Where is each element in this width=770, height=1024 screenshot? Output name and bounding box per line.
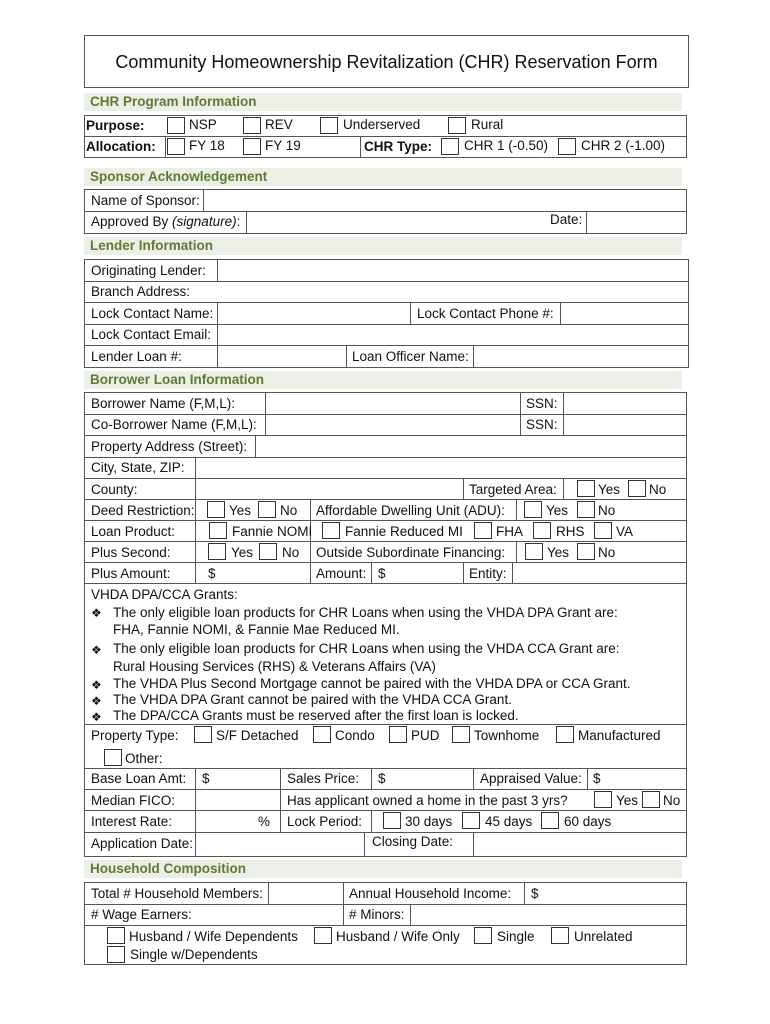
divider bbox=[343, 882, 344, 925]
loan-product-label: Loan Product: bbox=[91, 524, 176, 539]
lock-contact-name-label: Lock Contact Name: bbox=[91, 306, 214, 321]
sales-price-label: Sales Price: bbox=[287, 771, 360, 786]
adu-no-label: No bbox=[598, 503, 616, 518]
townhome-label: Townhome bbox=[474, 728, 540, 743]
divider bbox=[563, 478, 564, 499]
grant-note: The DPA/CCA Grants must be reserved after the first loan is locked. bbox=[113, 708, 519, 723]
rhs-checkbox[interactable] bbox=[533, 522, 551, 539]
divider bbox=[195, 457, 196, 478]
va-checkbox[interactable] bbox=[594, 522, 612, 539]
plus-second-yes-checkbox[interactable] bbox=[208, 543, 226, 560]
purpose-nsp-label: NSP bbox=[189, 117, 217, 132]
divider bbox=[84, 925, 687, 926]
owned-no-checkbox[interactable] bbox=[642, 791, 660, 808]
divider bbox=[560, 302, 561, 324]
deed-yes-label: Yes bbox=[229, 503, 252, 518]
pud-label: PUD bbox=[411, 728, 440, 743]
lock-contact-phone-label: Lock Contact Phone #: bbox=[417, 306, 554, 321]
divider bbox=[371, 562, 372, 583]
divider bbox=[84, 789, 687, 790]
fannie-reduced-mi-label: Fannie Reduced MI bbox=[345, 524, 463, 539]
sf-detached-checkbox[interactable] bbox=[194, 726, 212, 743]
single-dependents-checkbox[interactable] bbox=[107, 946, 125, 963]
divider bbox=[84, 324, 689, 325]
divider bbox=[84, 768, 687, 769]
divider bbox=[195, 768, 196, 857]
divider bbox=[84, 302, 689, 303]
divider bbox=[217, 345, 218, 368]
grants-title: VHDA DPA/CCA Grants: bbox=[91, 587, 238, 602]
wage-earners-label: # Wage Earners: bbox=[91, 907, 192, 922]
chr2-checkbox[interactable] bbox=[558, 138, 576, 155]
divider bbox=[84, 136, 687, 137]
purpose-rural-label: Rural bbox=[471, 117, 504, 132]
plus-second-no-checkbox[interactable] bbox=[259, 543, 277, 560]
divider bbox=[84, 281, 689, 282]
divider bbox=[473, 345, 474, 368]
divider bbox=[84, 457, 687, 458]
divider bbox=[84, 562, 687, 563]
grant-note: Rural Housing Services (RHS) & Veterans Affairs (VA) bbox=[113, 659, 436, 674]
grant-note: FHA, Fannie NOMI, & Fannie Mae Reduced MI. bbox=[113, 622, 400, 637]
husband-wife-only-label: Husband / Wife Only bbox=[336, 929, 460, 944]
date-field[interactable] bbox=[589, 213, 684, 232]
divider bbox=[84, 583, 687, 584]
divider bbox=[280, 768, 281, 832]
outside-sub-no-checkbox[interactable] bbox=[577, 543, 595, 560]
divider bbox=[165, 136, 166, 158]
outside-sub-no-label: No bbox=[598, 545, 616, 560]
divider bbox=[195, 478, 196, 499]
adu-no-checkbox[interactable] bbox=[577, 501, 595, 518]
interest-rate-label: Interest Rate: bbox=[91, 814, 173, 829]
fha-checkbox[interactable] bbox=[474, 522, 492, 539]
lender-loan-no-label: Lender Loan #: bbox=[91, 349, 182, 364]
section-title: Household Composition bbox=[90, 861, 246, 876]
adu-label: Affordable Dwelling Unit (ADU): bbox=[316, 503, 505, 518]
appraised-value-label: Appraised Value: bbox=[480, 771, 582, 786]
condo-label: Condo bbox=[335, 728, 375, 743]
chr-type-label: CHR Type: bbox=[364, 139, 433, 154]
borrower-name-label: Borrower Name (F,M,L): bbox=[91, 396, 236, 411]
divider bbox=[586, 211, 587, 234]
lock-period-label: Lock Period: bbox=[287, 814, 363, 829]
owned-yes-label: Yes bbox=[616, 793, 639, 808]
manufactured-label: Manufactured bbox=[578, 728, 661, 743]
lock-contact-email-label: Lock Contact Email: bbox=[91, 327, 212, 342]
lock-45-label: 45 days bbox=[485, 814, 533, 829]
county-label: County: bbox=[91, 482, 138, 497]
bullet-icon: ❖ bbox=[91, 710, 102, 724]
purpose-underserved-label: Underserved bbox=[343, 117, 421, 132]
amount-dollar: $ bbox=[378, 566, 386, 581]
sponsor-name-field[interactable] bbox=[206, 191, 684, 210]
section-title: Borrower Loan Information bbox=[90, 372, 265, 387]
divider bbox=[587, 768, 588, 789]
owned-no-label: No bbox=[663, 793, 681, 808]
fannie-nomi-checkbox[interactable] bbox=[209, 522, 227, 539]
deed-no-checkbox[interactable] bbox=[258, 501, 276, 518]
income-dollar: $ bbox=[531, 886, 539, 901]
form-title-box bbox=[84, 35, 689, 88]
grant-note: The only eligible loan products for CHR Loans when using the VHDA DPA Grant are: bbox=[113, 605, 618, 620]
approved-by-label bbox=[91, 214, 240, 229]
form-title: Community Homeownership Revitalization (CHR) Reservation Form bbox=[115, 52, 658, 72]
lender-loan-no-field[interactable] bbox=[220, 347, 344, 366]
divider bbox=[246, 211, 247, 234]
allocation-label: Allocation: bbox=[86, 139, 156, 154]
branch-address-label: Branch Address: bbox=[91, 284, 191, 299]
fannie-nomi-label: Fannie NOMI bbox=[232, 524, 313, 539]
divider bbox=[410, 904, 411, 925]
section-borrower-header bbox=[84, 371, 682, 389]
other-label: Other: bbox=[125, 751, 163, 766]
divider bbox=[84, 414, 687, 415]
percent-sign: % bbox=[258, 814, 271, 829]
section-title: Sponsor Acknowledgement bbox=[90, 169, 268, 184]
targeted-no-checkbox[interactable] bbox=[628, 480, 646, 497]
section-sponsor-header bbox=[84, 168, 682, 186]
manufactured-checkbox[interactable] bbox=[556, 726, 574, 743]
grant-note: The only eligible loan products for CHR Loans when using the VHDA CCA Grant are: bbox=[113, 641, 620, 656]
divider bbox=[84, 810, 687, 811]
outside-sub-yes-checkbox[interactable] bbox=[525, 543, 543, 560]
purpose-rev-checkbox[interactable] bbox=[243, 117, 261, 134]
purpose-rev-label: REV bbox=[265, 117, 293, 132]
divider bbox=[84, 211, 687, 212]
grant-note: The VHDA DPA Grant cannot be paired with the VHDA CCA Grant. bbox=[113, 692, 512, 707]
bullet-icon: ❖ bbox=[91, 678, 102, 692]
sf-detached-label: S/F Detached bbox=[216, 728, 299, 743]
application-date-label: Application Date: bbox=[91, 836, 194, 851]
divider bbox=[516, 499, 517, 520]
section-lender-header bbox=[84, 237, 682, 255]
amount-label: Amount: bbox=[316, 566, 367, 581]
targeted-no-label: No bbox=[649, 482, 667, 497]
husband-wife-dependents-label: Husband / Wife Dependents bbox=[129, 929, 298, 944]
husband-wife-dependents-checkbox[interactable] bbox=[107, 927, 125, 944]
pud-checkbox[interactable] bbox=[389, 726, 407, 743]
divider bbox=[364, 832, 365, 857]
purpose-label: Purpose: bbox=[86, 118, 145, 133]
divider bbox=[217, 324, 218, 346]
rhs-label: RHS bbox=[556, 524, 585, 539]
unrelated-label: Unrelated bbox=[574, 929, 633, 944]
bullet-icon: ❖ bbox=[91, 694, 102, 708]
date-label: Date: bbox=[550, 212, 583, 227]
adu-yes-label: Yes bbox=[546, 503, 569, 518]
plus-amount-dollar: $ bbox=[208, 566, 216, 581]
property-street-label: Property Address (Street): bbox=[91, 439, 248, 454]
divider bbox=[520, 392, 521, 435]
allocation-fy19-label: FY 19 bbox=[265, 138, 301, 153]
ssn-label: SSN: bbox=[526, 396, 558, 411]
divider bbox=[217, 259, 218, 281]
grant-note: The VHDA Plus Second Mortgage cannot be paired with the VHDA DPA or CCA Grant. bbox=[113, 676, 631, 691]
city-state-zip-label: City, State, ZIP: bbox=[91, 460, 185, 475]
ssn2-label: SSN: bbox=[526, 417, 558, 432]
colon: : bbox=[236, 214, 241, 229]
lock-30-checkbox[interactable] bbox=[383, 812, 401, 829]
divider bbox=[195, 499, 196, 583]
divider bbox=[203, 189, 204, 212]
household-income-label: Annual Household Income: bbox=[349, 886, 512, 901]
plus-amount-label: Plus Amount: bbox=[91, 566, 171, 581]
targeted-yes-checkbox[interactable] bbox=[577, 480, 595, 497]
allocation-fy19-checkbox[interactable] bbox=[243, 138, 261, 155]
lock-30-label: 30 days bbox=[405, 814, 453, 829]
divider bbox=[84, 435, 687, 436]
divider bbox=[512, 562, 513, 583]
lock-contact-name-field[interactable] bbox=[220, 304, 408, 323]
targeted-area-label: Targeted Area: bbox=[469, 482, 557, 497]
section-program-header bbox=[84, 93, 682, 111]
originating-lender-label: Originating Lender: bbox=[91, 263, 206, 278]
divider bbox=[84, 345, 689, 346]
originating-lender-field[interactable] bbox=[220, 261, 686, 280]
purpose-underserved-checkbox[interactable] bbox=[320, 117, 338, 134]
property-type-label: Property Type: bbox=[91, 728, 179, 743]
loan-officer-field[interactable] bbox=[476, 347, 686, 366]
outside-sub-yes-label: Yes bbox=[547, 545, 570, 560]
divider bbox=[84, 499, 687, 500]
divider bbox=[563, 392, 564, 435]
divider bbox=[371, 810, 372, 832]
base-loan-dollar: $ bbox=[202, 771, 210, 786]
divider bbox=[84, 832, 687, 833]
va-label: VA bbox=[616, 524, 634, 539]
purpose-nsp-checkbox[interactable] bbox=[167, 117, 185, 134]
targeted-yes-label: Yes bbox=[598, 482, 621, 497]
condo-checkbox[interactable] bbox=[313, 726, 331, 743]
signature-field[interactable] bbox=[249, 213, 539, 232]
lock-60-checkbox[interactable] bbox=[541, 812, 559, 829]
deed-restriction-label: Deed Restriction: bbox=[91, 503, 195, 518]
divider bbox=[84, 478, 687, 479]
outside-sub-label: Outside Subordinate Financing: bbox=[316, 545, 506, 560]
divider bbox=[346, 345, 347, 368]
chr2-label: CHR 2 (-1.00) bbox=[581, 138, 666, 153]
base-loan-label: Base Loan Amt: bbox=[91, 771, 187, 786]
lock-contact-phone-field[interactable] bbox=[563, 304, 686, 323]
husband-wife-only-checkbox[interactable] bbox=[314, 927, 332, 944]
divider bbox=[516, 541, 517, 562]
signature-text: (signature) bbox=[172, 214, 237, 229]
townhome-checkbox[interactable] bbox=[452, 726, 470, 743]
owned-home-label: Has applicant owned a home in the past 3 yrs? bbox=[287, 793, 568, 808]
chr1-label: CHR 1 (-0.50) bbox=[464, 138, 549, 153]
divider bbox=[360, 136, 361, 158]
lock-45-checkbox[interactable] bbox=[462, 812, 480, 829]
divider bbox=[524, 882, 525, 904]
divider bbox=[473, 832, 474, 857]
divider bbox=[410, 302, 411, 324]
chr1-checkbox[interactable] bbox=[441, 138, 459, 155]
single-checkbox[interactable] bbox=[474, 927, 492, 944]
divider bbox=[463, 478, 464, 499]
bullet-icon: ❖ bbox=[91, 606, 102, 620]
divider bbox=[217, 302, 218, 324]
divider bbox=[84, 541, 687, 542]
single-dependents-label: Single w/Dependents bbox=[130, 947, 258, 962]
median-fico-label: Median FICO: bbox=[91, 793, 176, 808]
divider bbox=[371, 768, 372, 789]
lock-contact-email-field[interactable] bbox=[220, 326, 686, 345]
deed-yes-checkbox[interactable] bbox=[207, 501, 225, 518]
divider bbox=[265, 392, 266, 435]
appraised-dollar: $ bbox=[593, 771, 601, 786]
section-household-header bbox=[84, 860, 682, 878]
sales-price-dollar: $ bbox=[378, 771, 386, 786]
owned-yes-checkbox[interactable] bbox=[594, 791, 612, 808]
other-checkbox[interactable] bbox=[104, 749, 122, 766]
co-borrower-name-label: Co-Borrower Name (F,M,L): bbox=[91, 417, 257, 432]
approved-by-text: Approved By bbox=[91, 214, 173, 229]
section-title: Lender Information bbox=[90, 238, 214, 253]
plus-second-label: Plus Second: bbox=[91, 545, 171, 560]
section-title: CHR Program Information bbox=[90, 94, 257, 109]
minors-label: # Minors: bbox=[349, 907, 405, 922]
divider bbox=[84, 724, 687, 725]
divider bbox=[463, 562, 464, 583]
lock-60-label: 60 days bbox=[564, 814, 612, 829]
closing-date-label: Closing Date: bbox=[372, 834, 454, 849]
sponsor-name-label: Name of Sponsor: bbox=[91, 193, 200, 208]
entity-label: Entity: bbox=[469, 566, 507, 581]
fannie-reduced-mi-checkbox[interactable] bbox=[322, 522, 340, 539]
divider bbox=[310, 499, 311, 583]
loan-officer-label: Loan Officer Name: bbox=[352, 349, 469, 364]
fha-label: FHA bbox=[496, 524, 523, 539]
household-members-label: Total # Household Members: bbox=[91, 886, 263, 901]
deed-no-label: No bbox=[280, 503, 298, 518]
divider bbox=[255, 435, 256, 457]
divider bbox=[268, 882, 269, 904]
purpose-rural-checkbox[interactable] bbox=[448, 117, 466, 134]
plus-second-no-label: No bbox=[282, 545, 300, 560]
adu-yes-checkbox[interactable] bbox=[524, 501, 542, 518]
unrelated-checkbox[interactable] bbox=[551, 927, 569, 944]
divider bbox=[473, 768, 474, 789]
divider bbox=[84, 904, 687, 905]
single-label: Single bbox=[497, 929, 535, 944]
divider bbox=[84, 520, 687, 521]
allocation-fy18-checkbox[interactable] bbox=[167, 138, 185, 155]
bullet-icon: ❖ bbox=[91, 643, 102, 657]
allocation-fy18-label: FY 18 bbox=[189, 138, 225, 153]
plus-second-yes-label: Yes bbox=[231, 545, 254, 560]
